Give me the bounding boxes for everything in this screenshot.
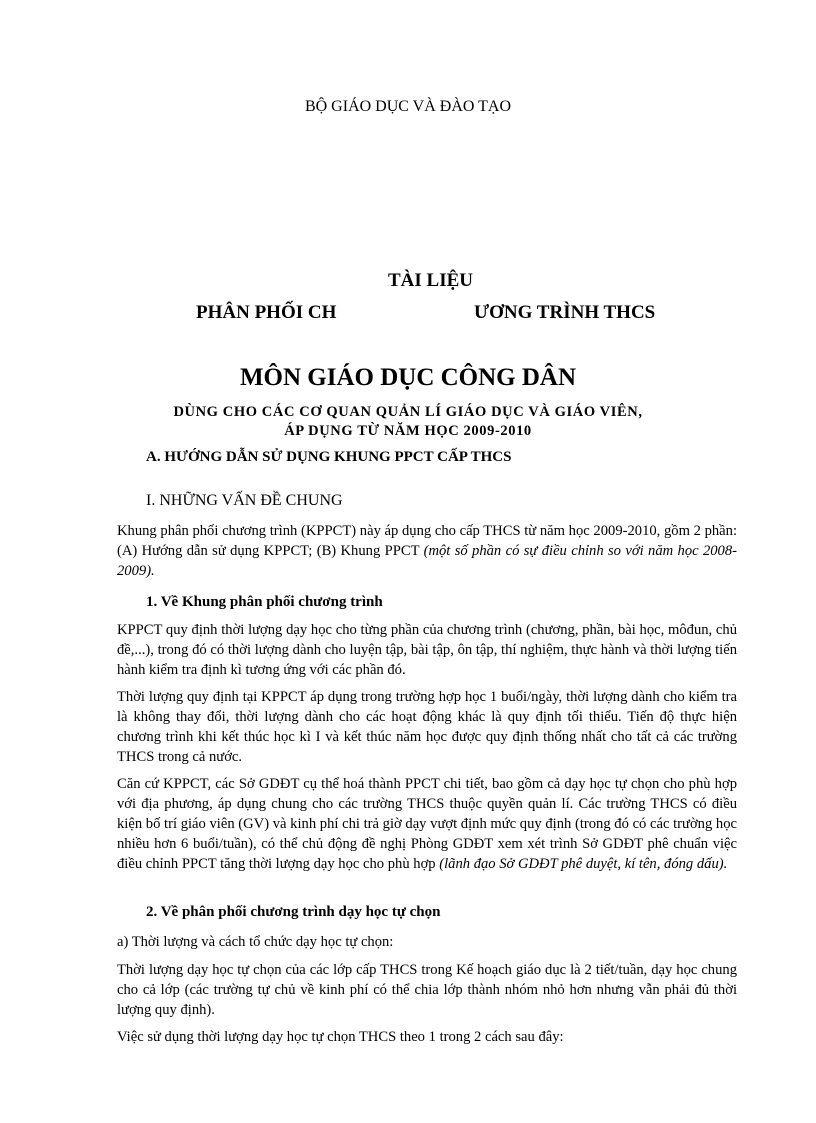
audience-line-1: DÙNG CHO CÁC CƠ QUAN QUẢN LÍ GIÁO DỤC VÀ GIÁO VIÊN, [173,404,643,420]
document-title: TÀI LIỆU [388,270,473,291]
intro-text: Khung phân phối chương trình (KPPCT) này áp dụng cho cấp THCS từ năm học 2009-2010, gồm 2 phần: (A) Hướng dẫn sử dụng KPPCT; (B) Khung PPCT [117,523,737,559]
paragraph-kppct-definition: KPPCT quy định thời lượng dạy học cho từng phần của chương trình (chương, phần, bài học, môđun, chủ đề,...), trong đó có thời lượng dành cho luyện tập, bài tập, ôn tập, thí nghiệm, thực hành và thời lượng tiến hành kiểm tra định kì tương ứng với các phần đó. [117,622,737,678]
paragraph-elective-time: Thời lượng dạy học tự chọn của các lớp cấp THCS trong Kế hoạch giáo dục là 2 tiết/tuần, dạy học chung cho cả lớp (các trường tự chủ về kinh phí có thể chia lớp thành nhóm nhỏ hơn nhưng vẫn phải đủ thời lượng quy định). [117,962,737,1018]
paragraph-department-guidance [117,774,737,874]
document-subtitle-part2: ƯƠNG TRÌNH THCS [474,302,656,323]
department-guidance-note: (lãnh đạo Sở GDĐT phê duyệt, kí tên, đóng dấu). [439,856,728,872]
subject-title: MÔN GIÁO DỤC CÔNG DÂN [239,364,577,391]
intro-paragraph [117,521,737,581]
intro-note: (một số phần có sự điều chỉnh so với năm học 2008-2009). [117,543,737,579]
department-guidance-text: Căn cứ KPPCT, các Sở GDĐT cụ thể hoá thành PPCT chi tiết, bao gồm cả dạy học tự chọn cho phù hợp với địa phương, áp dụng chung cho các trường THCS thuộc quyền quản lí. Các trường THCS có điều kiện bố trí giáo viên (GV) và kinh phí chi trả giờ dạy vượt định mức quy định (trong đó có các trường học nhiều hơn 6 buổi/tuần), có thể chủ động đề nghị Phòng GDĐT xem xét trình Sở GDĐT phê chuẩn việc điều chỉnh PPCT tăng thời lượng dạy học cho phù hợp [117,776,737,872]
section-a-heading: A. HƯỚNG DẪN SỬ DỤNG KHUNG PPCT CẤP THCS [146,449,512,465]
subsection-1-heading: 1. Về Khung phân phối chương trình [146,594,383,610]
ministry-name: BỘ GIÁO DỤC VÀ ĐÀO TẠO [304,98,512,115]
item-a-label: a) Thời lượng và cách tổ chức dạy học tự chọn: [117,934,394,950]
subsection-2-heading: 2. Về phân phối chương trình dạy học tự chọn [146,904,441,920]
paragraph-time-allocation: Thời lượng quy định tại KPPCT áp dụng trong trường hợp học 1 buổi/ngày, thời lượng dành cho kiểm tra là không thay đổi, thời lượng dành cho các hoạt động khác là quy định tối thiểu. Tiến độ thực hiện chương trình khi kết thúc học kì I và kết thúc năm học được quy định thống nhất cho tất cả các trường THCS trong cả nước. [117,689,737,765]
paragraph-elective-usage: Việc sử dụng thời lượng dạy học tự chọn THCS theo 1 trong 2 cách sau đây: [117,1029,564,1045]
document-subtitle-part1: PHÂN PHỐI CH [196,302,337,323]
section-i-heading: I. NHỮNG VẤN ĐỀ CHUNG [146,492,343,509]
audience-line-2: ÁP DỤNG TỪ NĂM HỌC 2009-2010 [284,423,532,439]
